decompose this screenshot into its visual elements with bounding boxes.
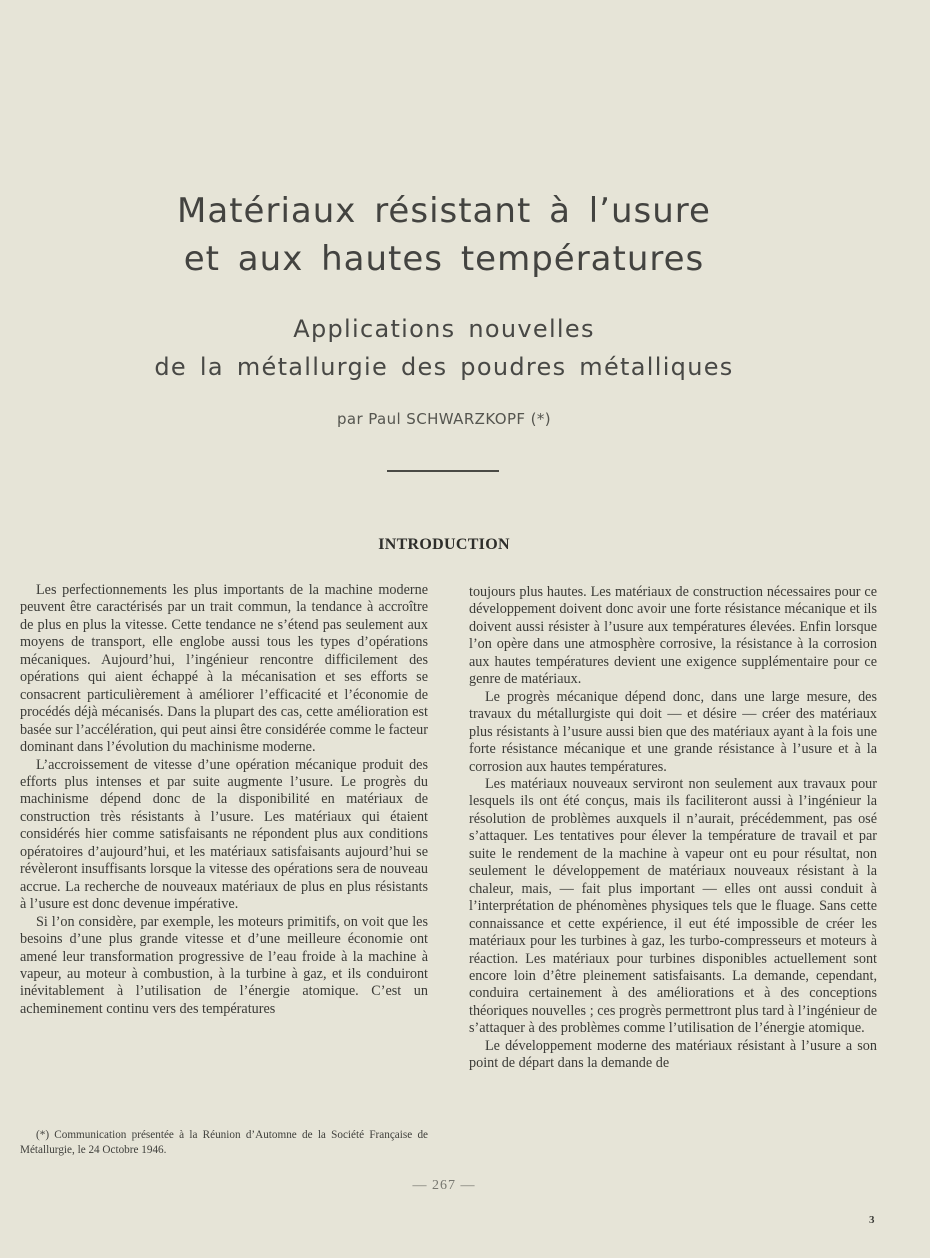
corner-mark: 3	[869, 1214, 875, 1226]
title-divider	[387, 470, 499, 472]
section-heading: INTRODUCTION	[378, 536, 510, 553]
left-paragraph-2: L’accroissement de vitesse d’une opération mécanique produit des efforts plus intenses et par suite augmente l’usure. Le progrès du machinisme dépend donc de la disponibilité en matériaux de construction très résistants à l’usure. Les matériaux qui étaient considérés hier comme satisfaisants ne répondent plus aux conditions opératoires d’aujourd’hui, et les matériaux satisfaisants aujourd’hui se révèleront insuffisants lorsque la vitesse des opérations sera de nouveau accrue. La recherche de nouveaux matériaux de plus en plus résistants à l’usure est donc devenue impérative.	[20, 756, 428, 913]
right-paragraph-4: Le développement moderne des matériaux résistant à l’usure a son point de départ dans la demande de	[469, 1037, 877, 1072]
left-paragraph-1: Les perfectionnements les plus importants de la machine moderne peuvent être caractérisés par un trait commun, la tendance à accroître de plus en plus la vitesse. Cette tendance ne s’étend pas seulement aux moyens de transport, elle englobe aussi tous les types d’opérations mécaniques. Aujourd’hui, l’ingénieur rencontre difficilement des opérations qui aient échappé à la mécanisation et ses efforts se consacrent particulièrement à améliorer l’efficacité et l’économie de procédés déjà mécanisés. Dans la plupart des cas, cette amélioration est basée sur l’accélération, qui peut ainsi être considérée comme le facteur dominant dans l’évolution du machinisme moderne.	[20, 582, 428, 756]
right-paragraph-3: Les matériaux nouveaux serviront non seulement aux travaux pour lesquels ils ont été conçus, mais ils faciliteront aussi à l’ingénieur la résolution de problèmes auxquels il n’aurait, précédemment, pas osé s’attaquer. Les tentatives pour élever la température de travail et par suite le rendement de la machine à vapeur ont eu pour résultat, non seulement le développement de matériaux nouveaux résistant à la chaleur, mais, — fait plus important — elles ont aussi conduit à l’interprétation de phénomènes physiques tels que le fluage. Sans cette connaissance et cette expérience, il eut été impossible de créer les matériaux pour les turbines à gaz, les turbo-compresseurs et moteurs à réaction. Les matériaux pour turbines disponibles actuellement sont encore loin d’être pleinement satisfaisants. La demande, cependant, conduira certainement à des améliorations et à des conceptions théoriques nouvelles ; ces progrès permettront plus tard à l’ingénieur de s’attaquer à des problèmes comme l’utilisation de l’énergie atomique.	[469, 775, 877, 1037]
article-subtitle-line-1: Applications nouvelles	[293, 315, 595, 343]
right-paragraph-2: Le progrès mécanique dépend donc, dans une large mesure, des travaux du métallurgiste qui doit — et désire — créer des matériaux plus résistants à l’usure aussi bien que des matériaux ayant à la fois une forte résistance mécanique et une grande résistance à l’usure et à la corrosion aux hautes températures.	[469, 688, 877, 775]
article-title-line-1: Matériaux résistant à l’usure	[177, 191, 711, 231]
left-paragraph-3: Si l’on considère, par exemple, les moteurs primitifs, on voit que les besoins d’une plus grande vitesse et d’une meilleure économie ont amené leur transformation progressive de l’eau froide à la machine à vapeur, au moteur à combustion, à la turbine à gaz, et ils conduiront inévitablement à l’utilisation de l’énergie atomique. C’est un acheminement continu vers des températures	[20, 913, 428, 1017]
page-number: — 267 —	[412, 1178, 476, 1193]
article-title-line-2: et aux hautes températures	[183, 239, 705, 279]
right-paragraph-1: toujours plus hautes. Les matériaux de construction nécessaires pour ce développement doivent donc avoir une forte résistance mécanique et ils doivent aussi résister à l’usure aux températures élevées. Enfin lorsque l’on opère dans une atmosphère corrosive, la résistance à la corrosion aux hautes températures devient une exigence supplémentaire pour ce genre de matériaux.	[469, 584, 877, 688]
left-column	[20, 582, 428, 1018]
article-subtitle-line-2: de la métallurgie des poudres métalliques	[154, 353, 734, 381]
right-column	[469, 584, 877, 1073]
author-byline: par Paul SCHWARZKOPF (*)	[337, 410, 551, 428]
footnote: (*) Communication présentée à la Réunion d’Automne de la Société Française de Métallurgie, le 24 Octobre 1946.	[20, 1129, 428, 1156]
